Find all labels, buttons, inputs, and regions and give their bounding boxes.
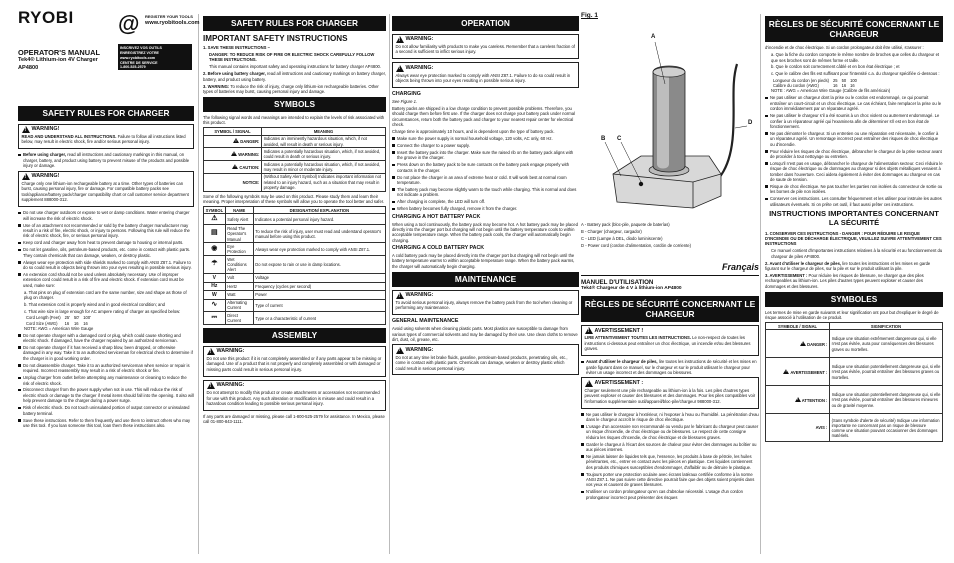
- bullet-item: Do not operate charger with a damaged cord or plug, which could cause shorting and electric shock. If damaged, have the charger repaired by an authorized serviceman.: [18, 333, 194, 344]
- bullet-item: Always wear eye protection with side shields marked to comply with ANSI Z87.1. Failure to do so could result in objects being thrown into your eyes resulting in possible serious injury.: [18, 260, 194, 271]
- warning-text: Always wear eye protection marked to comply with ANSI Z87.1. Failure to do so could result in objects being thrown into your eyes resulting in possible serious injury.: [395, 72, 571, 84]
- warning-text: Charger seulement une pile rechargeable au lithium-ion à la fois. Les piles d'autres types peuvent exploser et causer des blessures et des dommages. Pour les piles compatibles voir l'information supplémentaire outil/appareil/bloc-pile/chargeur 988000-312.: [584, 387, 756, 404]
- eye-protection-icon: ◉: [204, 243, 226, 256]
- badge-line: 1-800-525-2579: [120, 65, 146, 70]
- bullet-item: Insert the battery pack into the charger. Make sure the raised rib on the battery pack aligns with the groove in the charger.: [392, 150, 579, 161]
- paragraph: d'incendie et de choc électrique. Si un cordon prolongateur doit être utilisé, s'assurer :: [765, 45, 924, 51]
- warning-box: [203, 380, 386, 411]
- bullet-item: Do not disassemble charger. Take it to an authorized serviceman when service or repair is required. Incorrect reassembly may result in a risk of electric shock or fire.: [18, 363, 194, 374]
- symbol-name: Volt: [225, 273, 253, 282]
- bullet-item: Conserver ces instructions. Les consulter fréquemment et les utiliser pour instruire les autres utilisateurs éventuels. Si on prête cet outil, il faut aussi prêter ces instructions.: [765, 196, 943, 207]
- cord-cell: Cord Length (Feet): [26, 315, 61, 321]
- warning-title: WARNING!: [31, 126, 60, 133]
- warning-text: Do not allow familiarity with products to make you careless. Remember that a careless fraction of a second is sufficient to inflict serious injury.: [395, 44, 575, 55]
- column-3: [392, 8, 579, 558]
- symbol-text: Type or a characteristic of current: [253, 312, 385, 325]
- instruction-text: This manual contains important safety and operating instructions for battery charger AP4800.: [209, 64, 382, 70]
- signal-name: AVERTISSEMENT :: [790, 369, 828, 375]
- callout-a: A: [651, 34, 656, 40]
- registration-badge-panel: [118, 44, 192, 70]
- warning-triangle-icon: [22, 173, 30, 180]
- warning-triangle-icon: [232, 164, 238, 169]
- section-bar: SYMBOLS: [203, 97, 386, 112]
- table-header: SYMBOL: [204, 206, 226, 213]
- warning-triangle-icon: [585, 380, 593, 387]
- signal-text: Indique une situation potentiellement dangereuse qui, si elle n'est pas évitée, pourrait entraîner des blessures mineures ou de gravité moyenne.: [830, 386, 943, 414]
- sub-item: b. That extension cord is properly wired and in good electrical condition; and: [24, 301, 165, 307]
- cord-note: NOTE: AWG = American Wire Gauge: [24, 325, 94, 331]
- signal-name: AVIS :: [815, 425, 828, 431]
- battery-top: [653, 67, 685, 77]
- instruction-danger: DANGER: TO REDUCE RISK OF FIRE OR ELECTRIC SHOCK CAREFULLY FOLLOW THESE INSTRUCTIONS.: [209, 51, 375, 63]
- subheading: GENERAL MAINTENANCE: [392, 318, 459, 325]
- badge-line: CENTRE DE SERVICE: [120, 60, 158, 65]
- warning-box: [581, 377, 759, 408]
- legend-item: C - LED (Lampe à DEL, diodo luminiscente): [581, 235, 663, 241]
- subheading: CHARGING A COLD BATTERY PACK: [392, 245, 485, 252]
- figure-reference: See Figure 1.: [392, 99, 418, 105]
- symbol-name: Hertz: [225, 282, 253, 291]
- instruction-lead: 1. CONSERVER CES INSTRUCTIONS - DANGER : POUR RÉDUIRE LE RISQUE D'INCENDIE OU DE DÉCHARGE ÉLECTRIQUE, VEUILLEZ SUIVRE ATTENTIVEMENT CES INSTRUCTIONS: [765, 230, 942, 247]
- cord-cell: 50': [73, 315, 80, 321]
- warning-title: WARNING:: [216, 382, 245, 389]
- wet-conditions-icon: ☂: [204, 256, 226, 274]
- table-header: NAME: [225, 206, 253, 213]
- cord-cell: Calibre du cordon (AWG): [773, 83, 819, 89]
- signal-name: ATTENTION :: [801, 397, 828, 403]
- manual-icon: ▤: [204, 225, 226, 243]
- bullet-item: Risque de choc électrique. Ne pas toucher les parties non isolées du connecteur de sortie ou les bornes de pile non isolées.: [765, 184, 943, 195]
- column-divider: [198, 14, 199, 554]
- sub-item: c. That wire size is large enough for AC ampere rating of charger as specified below:: [24, 308, 181, 314]
- symbols-intro: The following signal words and meanings are intended to explain the levels of risk associated with this product.: [203, 114, 385, 126]
- bullet-item: L'usage d'un accessoire non recommandé ou vendu par le fabricant du chargeur peut causer un risque d'incendie, de choc électrique ou de blessures. Le respect de cette consigne réduira les risques d'incendie, de choc électrique et de blessures graves.: [581, 424, 759, 440]
- paragraph: When using a tool continuously, the battery pack may become hot. A hot battery pack may be placed directly into the charger port but charging will not begin until the battery temperature cools to within acceptable temperature range. When the battery pack cools, the charger will automatically begin charging.: [392, 221, 578, 243]
- warning-box: [392, 290, 579, 316]
- warning-text: Charge only one lithium-ion rechargeable battery at a time. Other types of batteries can burst, causing personal injury, fire or damage. For compatible battery packs see tool/appliance/battery pack/charger compatibility chart or call customer service department supplement 888000-312.: [21, 181, 189, 203]
- warning-box: [392, 344, 579, 375]
- signal-text: Indicates a potentially hazardous situation, which, if not avoided, could result in death or serious injury.: [262, 148, 386, 161]
- led-indicator: [639, 182, 643, 186]
- signal-table: [203, 127, 386, 191]
- warning-title: AVERTISSEMENT :: [594, 379, 644, 386]
- product-name: Tek4® Chargeur de 4 V à lithium-ion AP4800: [581, 286, 682, 292]
- paragraph: A cold battery pack may be placed directly into the charger port but charging will not begin until the battery temperature warms to within acceptable temperature range. When the battery pack warms, the charger will automatically begin charging.: [392, 252, 575, 269]
- bullet-item: Garder le chargeur à l'écart des sources de chaleur pour éviter des dommages au boîtier ou aux pièces internes.: [581, 442, 759, 453]
- symbols-note: Some of the following symbols may be used on this product. Please study them and learn their meaning. Proper interpretation of these symbols will allow you to operate the tool better and safer.: [203, 193, 385, 204]
- warning-triangle-icon: [207, 382, 215, 389]
- alternating-current-icon: ∿: [204, 299, 226, 312]
- symbol-name: Direct Current: [225, 312, 253, 325]
- instruction-lead: 2. Avant d'utiliser le chargeur de piles,: [765, 260, 842, 266]
- bullet-item: Use of an attachment not recommended or sold by the battery charger manufacturer may result in a risk of fire, electric shock, or injury to persons. Following this rule will reduce the risk of electric shock, fire, or serious personal injury.: [18, 223, 194, 239]
- subheading: CHARGING: [392, 91, 421, 98]
- warning-title: WARNING:: [405, 36, 434, 43]
- figure-label: Fig. 1: [581, 12, 598, 19]
- manual-title: OPERATOR'S MANUAL: [18, 48, 100, 57]
- legend-item: A - Battery pack (bloc-pile, paquete de baterías): [581, 222, 670, 227]
- bullet-item: The battery pack may become slightly warm to the touch while charging. This is normal and does not indicate a problem.: [392, 187, 579, 198]
- warning-triangle-icon: [783, 369, 789, 374]
- warning-title: WARNING:: [405, 292, 434, 299]
- bullet-item: Press down on the battery pack to be sure contacts on the battery pack engage properly with contacts in the charger.: [392, 162, 579, 173]
- cord-table: [771, 78, 859, 88]
- signal-name: NOTICE:: [242, 179, 260, 185]
- warning-triangle-icon: [207, 348, 215, 355]
- cord-table: [24, 315, 93, 325]
- warning-title: WARNING:: [405, 346, 434, 353]
- warning-text: Do not at any time let brake fluids, gasoline, petroleum-based products, penetrating oils, etc., come in contact with plastic parts. Chemicals can damage, weaken or destroy plastic which could result in serious personal injury.: [395, 354, 568, 371]
- warning-title: AVERTISSEMENT !: [594, 327, 644, 334]
- figure-legend: [581, 222, 759, 250]
- symbol-text: Do not expose to rain or use in damp locations.: [253, 256, 385, 274]
- callout-d: D: [748, 120, 753, 126]
- table-header: SYMBOL / SIGNAL: [204, 128, 262, 135]
- hertz-symbol: Hz: [204, 282, 226, 291]
- volt-symbol: V: [204, 273, 226, 282]
- bullet-lead: Before using charger,: [23, 152, 67, 158]
- warning-triangle-icon: [396, 292, 404, 299]
- warning-triangle-icon: [585, 327, 593, 334]
- badge-line: www.ryobitools.com: [120, 55, 156, 60]
- warning-triangle-icon: [396, 36, 404, 43]
- symbol-table: [203, 206, 386, 325]
- bullet-item: Unplug charger from outlet before attempting any maintenance or cleaning to reduce the risk of electric shock.: [18, 375, 194, 386]
- cord-cell: 16: [73, 320, 79, 326]
- symbols-intro: Les termes de mise en garde suivants et leur signification ont pour but d'expliquer le degré de risque associé à l'utilisation de ce produit.: [765, 309, 939, 321]
- bullet-text: read all instructions and cautionary markings in this manual, on charger, battery, and product using battery to prevent misuse of the products and possible injury or damage.: [23, 152, 190, 169]
- bullet-text: lire toutes les instructions de sécurité et les mises en garde figurant dans ce manuel, sur le chargeur et sur le produit utilisant le chargeur pour éviter un usage incorrect et des dommages ou blessures.: [586, 359, 757, 375]
- instruction-text: read all instructions and cautionary markings on battery charger, battery, and product using battery.: [203, 71, 386, 82]
- symbol-name: Wet Conditions Alert: [225, 256, 253, 274]
- model-number: AP4800: [18, 64, 39, 71]
- bullet-item: When battery becomes fully charged, remove it from the charger.: [392, 206, 579, 211]
- warning-text: Failure to follow all instructions listed below, may result in electric shock, fire and/or serious personal injury.: [21, 134, 186, 145]
- signal-text: Indique une situation potentiellement dangereuse qui, si elle n'est pas évitée, pourrait entraîner des blessures graves ou mortelles.: [830, 358, 943, 386]
- ryobi-logo: RYOBI: [18, 8, 74, 27]
- bullet-lead: Avant d'utiliser le chargeur de piles,: [586, 359, 658, 365]
- warning-box: [392, 34, 579, 60]
- warning-triangle-icon: [233, 138, 239, 143]
- missing-parts-note: If any parts are damaged or missing, please call 1-800-525-2579 for assistance. In Mexico, please call 01-800-843-1111.: [203, 414, 385, 425]
- warning-bold: LIRE ATTENTIVEMENT TOUTES LES INSTRUCTIONS.: [584, 335, 691, 341]
- warning-box: [18, 124, 194, 150]
- bullet-item: Ne pas démonter le chargeur. Si un entretien ou une réparation est nécessaire, le confier à un réparateur agréé. Un remontage incorrect peut entraîner des risques de choc électrique ou d'incendie.: [765, 131, 943, 147]
- signal-text: Indicates an imminently hazardous situation, which, if not avoided, will result in death or serious injury.: [262, 135, 386, 148]
- symbol-text: Power: [253, 291, 385, 300]
- warning-text: Do not use this product if it is not completely assembled or if any parts appear to be missing or damaged. Use of a product that is not properly and completely assembled or with damaged or missing parts could result in serious personal injury.: [206, 356, 382, 372]
- cord-cell: 16: [841, 83, 847, 89]
- section-bar: SYMBOLES: [765, 292, 943, 307]
- bullet-item: Ne pas utiliser le chargeur à l'extérieur, ni l'exposer à l'eau ou l'humidité. La pénétration d'eau dans le chargeur accroît le risque de choc électrique.: [581, 412, 759, 423]
- signal-text: Indique une situation extrêmement dangereuse qui, si elle n'est pas évitée, aura pour conséquences des blessures graves ou mortelles.: [830, 330, 943, 358]
- warning-bold: READ AND UNDERSTAND ALL INSTRUCTIONS.: [21, 134, 117, 140]
- badge-line: INSCRIVEZ VOS OUTILS: [120, 46, 162, 50]
- bullet-item: Do not use charger outdoors or expose to wet or damp conditions. Water entering charger will increase the risk of electric shock.: [18, 210, 194, 221]
- badge-line: ENREGISTREZ VOTRE: [120, 50, 159, 55]
- bullet-item: Ne jamais laisser de liquides tels que, l'essence, les produits à base de pétrole, les huiles pénétrantes, etc., entrer en contact avec les pièces en plastique. Ces liquides contiennent des produits chimiques susceptibles d'endommager, d'affaiblir ou de détruire le plastique.: [581, 454, 759, 470]
- bullet-item: Save these instructions. Refer to them frequently and use them to instruct others who may use this tool. If you loan someone this tool, loan them these instructions also.: [18, 418, 194, 429]
- symbol-text: Type of current: [253, 299, 385, 312]
- instruction-text: Ce manuel contient d'importantes instructions relatives à la sécurité et au fonctionnement du chargeur de piles AP4800.: [771, 248, 943, 259]
- paragraph: Charge time is approximately 10 hours, and is dependent upon the type of battery pack.: [392, 129, 555, 135]
- language-label: Français: [581, 262, 759, 276]
- warning-triangle-icon: [795, 397, 801, 402]
- figure-1: [581, 12, 759, 258]
- bullet-item: Pour réduire les risques de choc électrique, débrancher le chargeur de la prise secteur avant de procéder à tout nettoyage ou entretien.: [765, 149, 943, 160]
- legend-item: B - Charger (chargeur, cargador): [581, 228, 642, 234]
- warning-box: [203, 346, 386, 377]
- bullet-item: Make sure the power supply is normal household voltage, 120 volts, AC only, 60 Hz.: [392, 136, 579, 141]
- warning-text: To avoid serious personal injury, always remove the battery pack from the tool when cleaning or performing any maintenance.: [395, 300, 573, 311]
- section-bar: RÈGLES DE SÉCURITÉ CONCERNANT LE CHARGEUR: [765, 16, 943, 42]
- section-bar: OPERATION: [392, 16, 579, 31]
- symbol-text: Frequency (cycles per second): [253, 282, 385, 291]
- bullet-item: Lorsqu'il n'est pas en usage, débrancher le chargeur de l'alimentation secteur. Ceci réduira le risque de choc électrique ou de dommages au chargeur si des objets métalliques venaient à tomber dans l'ouverture. Ceci aidera également à éviter des dommages au chargeur en cas de saute de tension.: [765, 161, 943, 183]
- cord-cell: 50: [841, 78, 847, 84]
- warning-triangle-icon: [396, 347, 404, 354]
- table-header: DESIGNATION/ EXPLANATION: [253, 206, 385, 213]
- warning-triangle-icon: [396, 65, 404, 72]
- direct-current-icon: ⎓: [204, 312, 226, 325]
- subheading: CHARGING A HOT BATTERY PACK: [392, 213, 481, 220]
- cord-cell: Longueur du cordon (en pieds): [773, 78, 829, 84]
- symbol-name: Read The Operator's Manual: [225, 225, 253, 243]
- cord-cell: 16: [83, 320, 88, 326]
- bullet-item: Ne pas utiliser un chargeur dont la prise ou le cordon est endommagé, ce qui pourrait entraîner un court-circuit et un choc électrique. Le cas échéant, faire remplacer la prise ou le cordon immédiatement par un réparateur agréé.: [765, 95, 943, 111]
- register-url: www.ryobitools.com: [145, 20, 200, 26]
- callout-c: C: [617, 136, 622, 142]
- cord-cell: 100: [850, 78, 857, 84]
- section-bar: ASSEMBLY: [203, 328, 386, 343]
- warning-box: [392, 62, 579, 88]
- cord-cell: 16: [833, 83, 838, 89]
- bullet-item: After charging is complete, the LED will turn off.: [392, 199, 579, 204]
- instruction-lead: 3. AVERTISSEMENT :: [765, 272, 808, 278]
- at-icon: @: [118, 11, 140, 36]
- signal-table: [765, 322, 943, 442]
- sub-item: c. Que le calibre des fils est suffisant pour l'intensité c.a. du chargeur spécifiée ci-dessous :: [771, 71, 940, 77]
- paragraph: Avoid using solvents when cleaning plastic parts. Most plastics are susceptible to damage from various types of commercial solvents and may be damaged by their use. Use clean cloths to remove dirt, dust, oil, grease, etc.: [392, 326, 578, 342]
- bullet-item: Ne pas utiliser le chargeur s'il a été soumis à un choc violent ou autrement endommagé. Le confier à un réparateur agréé qui l'examinera afin de déterminer s'il est en bon état de fonctionnement.: [765, 113, 943, 129]
- warning-text: Le non-respect de toutes les instructions ci-dessous peut entraîner un choc électrique, un incendie et/ou des blessures graves.: [584, 335, 751, 352]
- instruction-text: To reduce the risk of injury, charge only lithium-ion rechargeable batteries. Other types of batteries may burst, causing personal injury and damage.: [203, 83, 379, 94]
- battery-highlight: [657, 72, 669, 169]
- cord-note: NOTE : AWG = American Wire Gauge (Calibre de fils américain): [771, 88, 891, 94]
- section-heading: IMPORTANT SAFETY INSTRUCTIONS: [203, 33, 348, 43]
- column-divider: [389, 14, 390, 554]
- bullet-item: An extension cord should not be used unless absolutely necessary. Use of improper extension cord could result in a risk of fire and electric shock. If extension cord must be used, make sure:: [18, 272, 194, 288]
- product-name: Tek4® Lithium-ion 4V Charger: [18, 57, 98, 64]
- section-heading: INSTRUCTIONS IMPORTANTES CONCERNANT LA SÉCURITÉ: [769, 209, 939, 227]
- section-bar: MAINTENANCE: [392, 272, 579, 287]
- column-4: [581, 8, 759, 558]
- warning-triangle-icon: [22, 126, 30, 133]
- warning-box: [581, 325, 759, 356]
- bullet-item: Keep cord and charger away from heat to prevent damage to housing or internal parts.: [18, 240, 194, 245]
- bullet-item: Toujours porter une protection oculaire avec écrans latéraux certifiée conforme à la norme ANSI Z87.1. Ne pas suivre cette directive pourrait faire que des objets soient projetés dans vos yeux et causent de graves blessures.: [581, 472, 759, 488]
- symbol-name: Watt: [225, 291, 253, 300]
- leader-line: [605, 142, 621, 176]
- warning-title: WARNING:: [216, 348, 245, 355]
- bullet-item: Do not place the charger in an area of extreme heat or cold. It will work best at normal room temperature.: [392, 175, 579, 186]
- symbol-name: Safety Alert: [225, 214, 253, 225]
- watt-symbol: W: [204, 291, 226, 300]
- safety-alert-icon: ⚠: [204, 214, 226, 225]
- cord-cell: 16: [850, 83, 855, 89]
- symbol-text: Always wear eye protection marked to comply with ANSI Z87.1.: [253, 243, 385, 256]
- bullet-item: Connect the charger to a power supply.: [392, 143, 579, 148]
- bullet-item: Do not operate charger if it has received a sharp blow, been dropped, or otherwise damaged in any way. Take it to an authorized serviceman for electrical check to determine if the charger is in good working order.: [18, 345, 194, 361]
- bullet-item: N'utiliser un cordon prolongateur qu'en cas d'absolue nécessité. L'usage d'un cordon prolongateur incorrect peut présenter des risques: [581, 489, 759, 500]
- warning-title: WARNING!: [31, 173, 60, 180]
- table-header: SYMBOLE / SIGNAL: [766, 323, 830, 330]
- charger-illustration: [581, 24, 759, 214]
- signal-text: (Without Safety Alert Symbol) Indicates important information not related to an injury hazard, such as a situation that may result in property damage.: [262, 173, 386, 191]
- sub-item: a. That pins on plug of extension cord are the same number, size and shape as those of plug on charger.: [24, 289, 187, 300]
- signal-name: WARNING:: [238, 152, 260, 158]
- instruction-text: Pour réduire les risques de blessure, ne charger que des piles rechargeables au lithium-ion. Les piles d'autres types peuvent exploser et causer des dommages et des blessures.: [765, 272, 924, 289]
- bullet-item: Risk of electric shock. Do not touch uninsulated portion of output connector or uninsulated battery terminal.: [18, 405, 194, 416]
- instruction-lead: 1. SAVE THESE INSTRUCTIONS –: [203, 44, 270, 50]
- column-1: [18, 8, 200, 558]
- signal-name: DANGER :: [807, 341, 828, 347]
- cord-cell: 25: [833, 78, 838, 84]
- section-bar: RÈGLES DE SÉCURITÉ CONCERNANT LE CHARGEUR: [581, 296, 759, 322]
- symbol-name: Alternating Current: [225, 299, 253, 312]
- table-header: MEANING: [262, 128, 386, 135]
- paragraph: Battery packs are shipped in a low charge condition to prevent possible problems. Therefore, you should charge them before first use. If the charger does not charge your battery pack under normal circumstances, return both the battery pack and charger to your nearest repair center for electrical check.: [392, 106, 575, 128]
- warning-triangle-icon: [800, 341, 806, 346]
- register-text: REGISTER YOUR TOOLS: [145, 14, 193, 19]
- instruction-lead: 3. WARNING:: [203, 83, 230, 89]
- warning-box: [18, 171, 194, 208]
- symbol-text: Voltage: [253, 273, 385, 282]
- table-header: SIGNIFICATION: [830, 323, 943, 330]
- signal-text: (Sans symbole d'alerte de sécurité) Indique une information importante ne concernant pas un risque de blessure comme une situation pouvant occasionner des dommages matériels.: [830, 414, 943, 442]
- symbol-name: Eye Protection: [225, 243, 253, 256]
- callout-b: B: [601, 136, 606, 142]
- cord-cell: 100': [83, 315, 91, 321]
- legend-item: D - Power cord (cordon d'alimentation, cordón de corriente): [581, 242, 691, 248]
- warning-triangle-icon: [231, 151, 237, 156]
- sub-item: b. Que le cordon soit correctement câblé et en bon état électrique ; et: [771, 64, 900, 70]
- signal-name: DANGER:: [240, 139, 260, 145]
- section-bar: SAFETY RULES FOR CHARGER: [18, 106, 194, 121]
- signal-name: CAUTION:: [239, 164, 260, 170]
- bullet-item: Do not let gasoline, oils, petroleum-based products, etc. come in contact with plastic parts. They contain chemicals that can damage, weaken, or destroy plastic.: [18, 247, 194, 258]
- instruction-text: lire toutes les instructions et les mises en garde figurant sur le chargeur de piles, sur la pile et sur le produit utilisant la pile.: [765, 260, 931, 272]
- cord-cell: 25': [64, 315, 70, 321]
- warning-title: WARNING:: [405, 65, 434, 71]
- sub-item: a. Que la fiche du cordon comporte le même nombre de broches que celles du chargeur et que ses broches sont de mêmes forme et taille.: [771, 52, 940, 63]
- warning-text: Do not attempt to modify this product or create attachments or accessories not recommended for use with this product. Any such alteration or modification is misuse and could result in a hazardous condition leading to possible serious personal injury.: [206, 390, 380, 407]
- leader-line: [735, 126, 747, 128]
- cord-cell: Cord Size (AWG): [26, 320, 58, 326]
- column-2: [203, 8, 386, 558]
- section-bar: SAFETY RULES FOR CHARGER: [203, 16, 386, 31]
- cord-cell: 16: [64, 320, 70, 326]
- signal-text: Indicates a potentially hazardous situation, which, if not avoided, may result in minor or moderate injury.: [262, 161, 386, 174]
- manual-title: MANUEL D'UTILISATION: [581, 278, 654, 286]
- column-5: [765, 8, 943, 558]
- instruction-lead: 2. Before using battery charger,: [203, 71, 266, 77]
- symbol-text: Indicates a potential personal injury hazard.: [253, 214, 385, 225]
- symbol-text: To reduce the risk of injury, user must read and understand operator's manual before using this product.: [253, 225, 385, 243]
- bullet-item: Disconnect charger from the power supply when not in use. This will reduce the risk of electric shock or damage to the charger if metal items should fall into the opening. It also will help prevent damage to the charger during a power surge.: [18, 387, 194, 403]
- column-divider: [760, 14, 761, 554]
